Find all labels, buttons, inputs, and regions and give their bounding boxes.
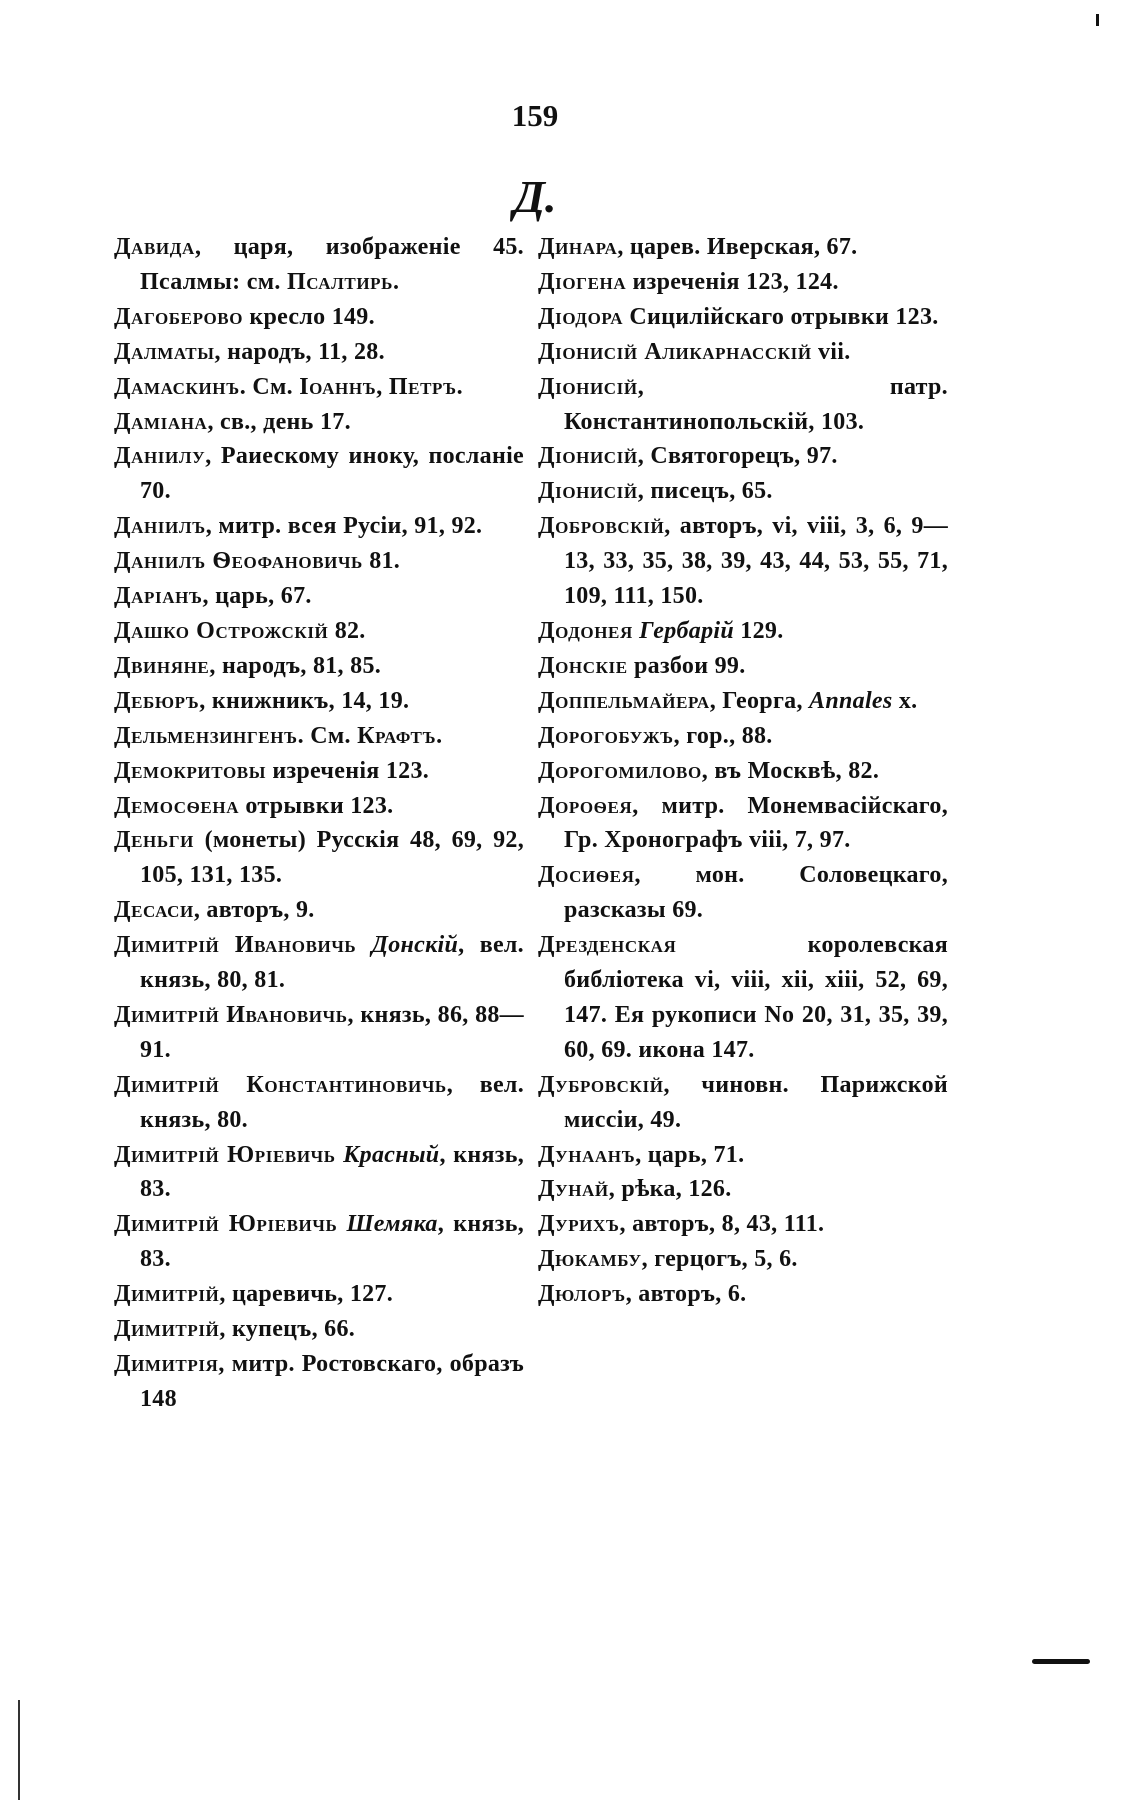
index-entry (114, 544, 524, 579)
index-entry (538, 509, 948, 614)
index-entry (114, 823, 524, 893)
entry-text: , царев. Иверская, 67. (617, 234, 858, 260)
entry-headword: Димитрій Ивановичь (114, 1001, 348, 1028)
entry-headword: Добровскій (538, 513, 665, 540)
entry-text: , гор., 88. (673, 722, 773, 749)
edge-mark (1096, 14, 1099, 26)
entry-text: , Раиескому иноку, посланіе 70. (140, 443, 524, 505)
index-entry (114, 230, 524, 300)
index-entry (114, 1068, 524, 1138)
entry-text: , царевичь, 127. (219, 1281, 394, 1308)
entry-headword: Доппельмайера (538, 687, 710, 714)
index-entry (114, 1312, 524, 1347)
index-entry (114, 614, 524, 649)
entry-text: , мон. Соловецкаго, разсказы 69. (564, 862, 948, 924)
entry-headword: Діонисій (538, 373, 638, 400)
entry-headword: Дорогомилово (538, 757, 702, 784)
index-entry (114, 719, 524, 754)
page-edge-line (18, 1700, 20, 1800)
entry-text: , вел. князь, 80. (140, 1071, 524, 1133)
entry-text: , герцогъ, 5, 6. (641, 1246, 798, 1273)
entry-headword: Досиѳея (538, 862, 635, 889)
index-entry (114, 370, 524, 405)
entry-headword: Дамаскинъ (114, 373, 240, 400)
entry-headword: Петръ (388, 373, 457, 400)
entry-headword: Даніилу (114, 443, 206, 470)
entry-text: , (376, 373, 389, 400)
entry-text: , въ Москвѣ, 82. (701, 757, 880, 784)
entry-text: , авторъ, 8, 43, 111. (619, 1211, 825, 1238)
index-entry (114, 300, 524, 335)
index-entry (538, 1068, 948, 1138)
entry-text: разбои 99. (627, 652, 746, 679)
entry-headword: Даніилъ Ѳеофановичь (114, 548, 363, 575)
index-entry (114, 1277, 524, 1312)
index-entry (538, 335, 948, 370)
entry-text: Сицилійскаго отрывки 123. (623, 303, 939, 330)
entry-text: , св., день 17. (207, 408, 351, 435)
entry-headword: Дагоберово (114, 303, 244, 330)
entry-text: 129. (734, 617, 784, 644)
index-entry (114, 893, 524, 928)
index-column-left (114, 230, 524, 1417)
entry-text: (монеты) Русскія 48, 69, 92, 105, 131, 135. (140, 827, 524, 889)
entry-headword: Діонисій Аликарнасскій (538, 338, 812, 365)
entry-headword: Димитрій Юріевичь (114, 1141, 336, 1168)
entry-text: . (436, 722, 443, 749)
entry-text: . (393, 268, 400, 295)
entry-headword: Дашко Острожскій (114, 617, 329, 644)
entry-italic-text: Шемяка (346, 1211, 438, 1238)
index-entry (114, 684, 524, 719)
entry-text: . См. (239, 373, 300, 400)
entry-text: , рѣка, 126. (608, 1176, 732, 1203)
index-entry (538, 1207, 948, 1242)
entry-text: 82. (328, 617, 366, 644)
entry-text: vii. (811, 338, 851, 365)
entry-text: королевская библіотека vi, viii, xii, xiii, 52, 69, 147. Ея рукописи No 20, 31, 35, 39, 60, 69. икона 147. (564, 932, 948, 1063)
entry-headword: Далматы (114, 338, 215, 365)
entry-text: , царь, 71. (635, 1141, 745, 1168)
entry-headword: Дубровскій (538, 1071, 664, 1098)
entry-text: . См. (297, 722, 358, 749)
index-entry (538, 230, 948, 265)
section-letter: Д. (513, 171, 557, 222)
entry-text: , царя, изображеніе 45. Псалмы: см. (140, 234, 524, 295)
entry-text: , митр. Ростовскаго, образъ 148 (140, 1351, 524, 1412)
index-entry (538, 370, 948, 440)
page-number: 159 (511, 98, 559, 133)
index-entry (538, 1242, 948, 1277)
entry-text: , князь, 83. (140, 1211, 524, 1273)
entry-italic-text: Annales (809, 687, 893, 714)
entry-headword: Даміана (114, 408, 208, 435)
entry-headword: Іоаннъ (299, 373, 377, 400)
entry-text: , народъ, 11, 28. (214, 338, 385, 365)
index-entry (114, 649, 524, 684)
index-entry (114, 579, 524, 614)
entry-headword: Димитрій Юріевичь (114, 1211, 338, 1238)
entry-text: , купецъ, 66. (219, 1316, 356, 1343)
entry-text (336, 1142, 343, 1168)
entry-headword: Додонея (538, 617, 633, 644)
entry-text: , патр. Константинопольскій, 103. (564, 373, 948, 435)
entry-headword: Давида (114, 234, 195, 260)
index-entry (114, 789, 524, 824)
entry-headword: Даніилъ (114, 513, 206, 540)
entry-text: x. (892, 687, 918, 714)
index-entry (114, 509, 524, 544)
index-entry (114, 439, 524, 509)
entry-headword: Димитрій (114, 1316, 220, 1343)
entry-text: , авторъ, 9. (193, 897, 315, 924)
entry-headword: Двиняне (114, 652, 210, 679)
index-entry (538, 684, 948, 719)
index-entry (538, 1138, 948, 1173)
entry-text: , авторъ, vi, viii, 3, 6, 9—13, 33, 35, 38, 39, 43, 44, 53, 55, 71, 109, 111, 150. (564, 513, 948, 610)
index-entry (538, 928, 948, 1068)
entry-text: отрывки 123. (239, 792, 394, 819)
index-column-right (538, 230, 948, 1312)
entry-text: изреченія 123, 124. (626, 268, 839, 295)
index-entry (538, 439, 948, 474)
entry-text: , писецъ, 65. (637, 478, 773, 505)
ink-smudge (1032, 1659, 1090, 1664)
index-entry (114, 754, 524, 789)
index-entry (538, 754, 948, 789)
entry-headword: Дунаанъ (538, 1141, 636, 1168)
index-entry (538, 265, 948, 300)
entry-headword: Десаси (114, 897, 194, 924)
entry-text: , митр. всея Русіи, 91, 92. (205, 513, 483, 540)
index-entry (538, 614, 948, 649)
index-entry (114, 928, 524, 998)
index-entry (114, 1138, 524, 1208)
entry-headword: Діодора (538, 303, 624, 330)
entry-text: 81. (362, 548, 401, 575)
entry-headword: Демосѳена (114, 792, 240, 819)
index-entry (114, 998, 524, 1068)
index-entry (538, 1277, 948, 1312)
entry-headword: Крафтъ (357, 722, 437, 749)
entry-text: , Святогорецъ, 97. (637, 443, 838, 470)
entry-headword: Демокритовы (114, 757, 267, 784)
index-entry (538, 649, 948, 684)
entry-headword: Дрезденская (538, 932, 677, 959)
index-entry (114, 335, 524, 370)
entry-text: , авторъ, 6. (625, 1281, 747, 1308)
entry-headword: Димитрій Ивановичь (114, 932, 357, 959)
entry-text: , царь, 67. (202, 583, 312, 610)
entry-headword: Діонисій (538, 478, 638, 505)
entry-headword: Псалтирь (286, 268, 393, 295)
entry-headword: Донскіе (538, 652, 628, 679)
entry-text: , книжникъ, 14, 19. (199, 687, 410, 714)
entry-headword: Дурихъ (538, 1211, 620, 1238)
entry-text (356, 932, 371, 958)
entry-headword: Дюлоръ (538, 1281, 626, 1308)
entry-headword: Динара (538, 234, 618, 260)
index-entry (538, 719, 948, 754)
entry-text: , митр. Монемвасійскаго, Гр. Хронографъ viii, 7, 97. (564, 792, 948, 854)
entry-headword: Дорогобужъ (538, 722, 674, 749)
entry-headword: Димитрій (114, 1281, 220, 1308)
index-entry (114, 405, 524, 440)
entry-italic-text: Гербарій (639, 617, 734, 644)
index-entry (538, 789, 948, 859)
entry-headword: Діонисій (538, 443, 638, 470)
entry-italic-text: Донскій (371, 932, 459, 959)
entry-headword: Дебюръ (114, 687, 200, 714)
entry-text: , князь, 83. (140, 1141, 524, 1203)
entry-text: , Георга, (709, 687, 810, 714)
index-entry (538, 858, 948, 928)
entry-headword: Дюкамбу (538, 1246, 642, 1273)
entry-headword: Дунай (538, 1176, 609, 1203)
entry-headword: Димитрій Константиновичь (114, 1071, 447, 1098)
entry-headword: Димитрія (114, 1351, 219, 1377)
entry-text: , вел. князь, 80, 81. (140, 932, 524, 994)
entry-text: . (456, 373, 463, 400)
entry-headword: Деньги (114, 827, 194, 854)
entry-headword: Дельмензингенъ (114, 722, 298, 749)
entry-headword: Діогена (538, 268, 627, 295)
entry-italic-text: Красный (343, 1141, 440, 1168)
index-entry (538, 474, 948, 509)
index-entry (114, 1347, 524, 1417)
entry-text: изреченія 123. (266, 757, 430, 784)
entry-text: кресло 149. (243, 303, 375, 330)
entry-headword: Дороѳея (538, 792, 633, 819)
entry-headword: Даріанъ (114, 583, 203, 610)
index-entry (538, 300, 948, 335)
entry-text: , народъ, 81, 85. (209, 652, 382, 679)
entry-text: , чиновн. Парижской миссіи, 49. (564, 1071, 948, 1133)
index-entry (114, 1207, 524, 1277)
entry-text: , князь, 86, 88—91. (140, 1001, 524, 1063)
index-entry (538, 1172, 948, 1207)
